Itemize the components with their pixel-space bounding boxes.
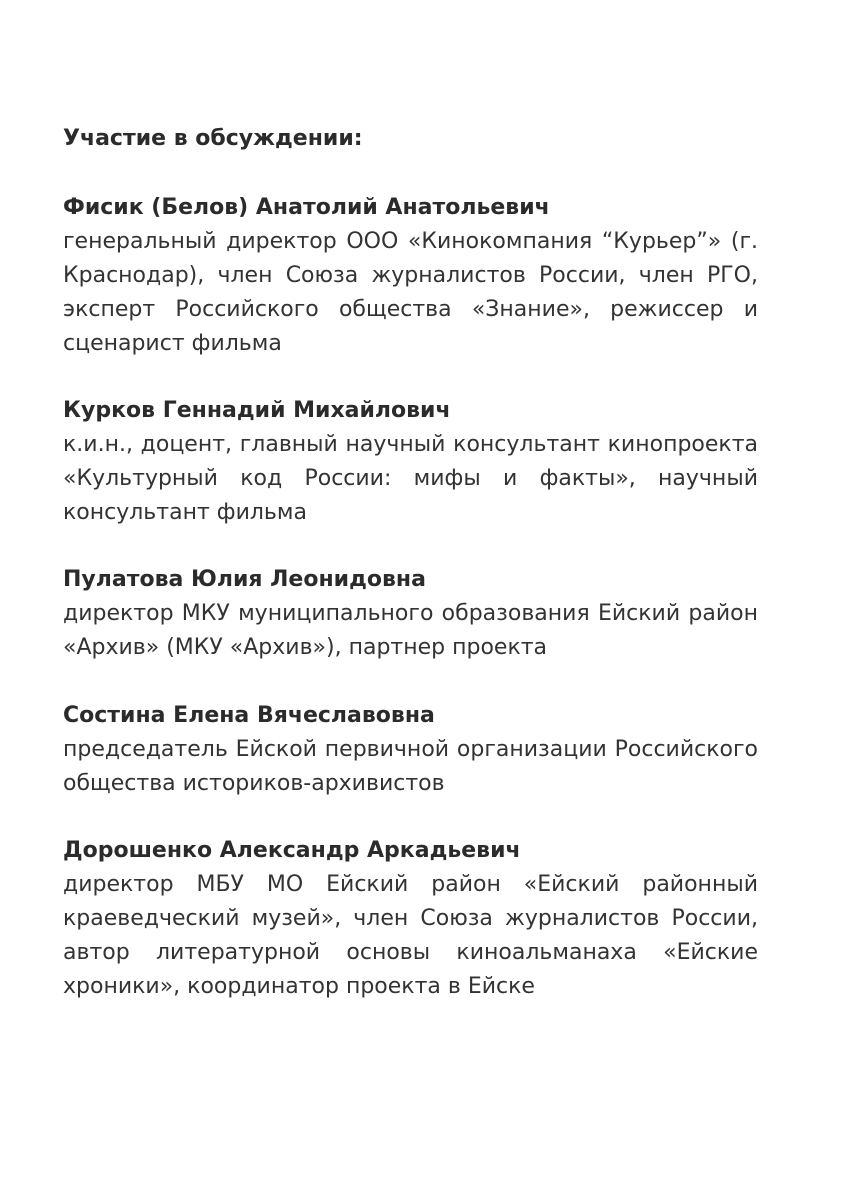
- participant-name: Дорошенко Александр Аркадьевич: [63, 838, 521, 863]
- section-heading: Участие в обсуждении:: [63, 126, 363, 151]
- participant-description: к.и.н., доцент, главный научный консультант кинопроекта «Культурный код России: мифы и факты», научный консультант фильма: [63, 432, 758, 525]
- participant-description: директор МБУ МО Ейский район «Ейский районный краеведческий музей», член Союза журналистов России, автор литературной основы киноальманаха «Ейские хроники», координатор проекта в Ейске: [63, 872, 758, 999]
- participant-name: Состина Елена Вячеславовна: [63, 703, 435, 728]
- participant-description: генеральный директор ООО «Кинокомпания “Курьер”» (г. Краснодар), член Союза журналистов России, член РГО, эксперт Российского общества «Знание», режиссер и сценарист фильма: [63, 229, 758, 356]
- participant-entry: [63, 394, 758, 530]
- participant-entry: [63, 699, 758, 801]
- participant-name: Курков Геннадий Михайлович: [63, 398, 451, 423]
- participant-entry: [63, 834, 758, 1004]
- participant-description: директор МКУ муниципального образования Ейский район «Архив» (МКУ «Архив»), партнер проекта: [63, 601, 758, 660]
- document-page: [63, 0, 758, 1200]
- participant-entry: [63, 191, 758, 361]
- participant-name: Пулатова Юлия Леонидовна: [63, 567, 426, 592]
- participant-name: Фисик (Белов) Анатолий Анатольевич: [63, 195, 550, 220]
- participant-entry: [63, 563, 758, 665]
- participant-description: председатель Ейской первичной организации Российского общества историков-архивистов: [63, 737, 758, 796]
